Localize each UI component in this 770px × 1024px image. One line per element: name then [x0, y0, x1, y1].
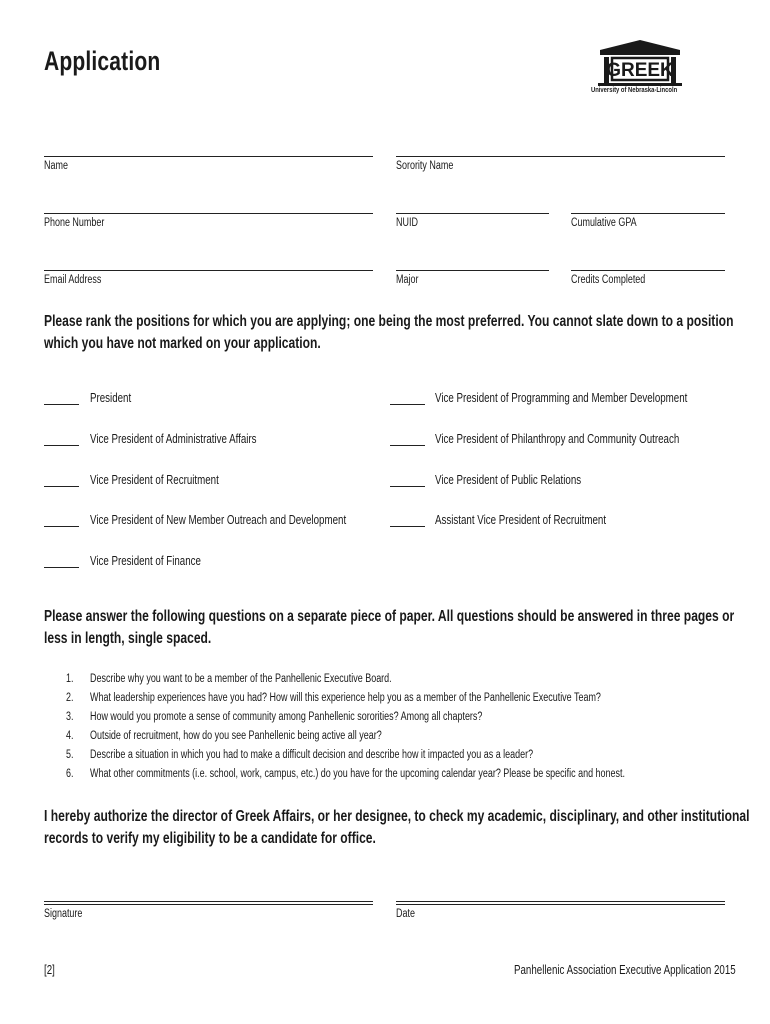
position-vp-recruitment: Vice President of Recruitment: [90, 473, 219, 487]
rank-blank-vp-admin[interactable]: [44, 445, 79, 446]
question-number: 3.: [66, 711, 74, 723]
questions-heading: Please answer the following questions on a separate piece of paper. All questions should be answered in three pages or less in length, single spaced.: [44, 608, 735, 647]
position-president: President: [90, 391, 132, 405]
credits-label: Credits Completed: [571, 274, 646, 286]
question-number: 1.: [66, 673, 74, 685]
signature-line-inner: [44, 904, 373, 905]
position-avp-recruitment: Assistant Vice President of Recruitment: [435, 513, 607, 527]
position-vp-philanthropy: Vice President of Philanthropy and Community Outreach: [435, 432, 680, 446]
logo-caption: University of Nebraska-Lincoln: [591, 85, 678, 94]
question-item: Describe why you want to be a member of the Panhellenic Executive Board.: [90, 673, 392, 685]
page-number: [2]: [44, 963, 55, 977]
name-label: Name: [44, 160, 68, 172]
name-line[interactable]: [44, 156, 373, 157]
sorority-name-label: Sorority Name: [396, 160, 454, 172]
position-vp-programming: Vice President of Programming and Member Development: [435, 391, 688, 405]
signature-line[interactable]: [44, 901, 373, 902]
rank-heading: Please rank the positions for which you are applying; one being the most preferred. You cannot slate down to a position which you have not marked on your application.: [44, 313, 734, 352]
position-vp-finance: Vice President of Finance: [90, 554, 201, 568]
question-item: Outside of recruitment, how do you see Panhellenic being active all year?: [90, 730, 382, 742]
svg-text:GREEK: GREEK: [606, 60, 674, 81]
question-item: How would you promote a sense of community among Panhellenic sororities? Among all chapters?: [90, 711, 483, 723]
date-label: Date: [396, 908, 415, 920]
rank-blank-president[interactable]: [44, 404, 79, 405]
rank-blank-avp-recruitment[interactable]: [390, 526, 425, 527]
rank-blank-vp-recruitment[interactable]: [44, 486, 79, 487]
gpa-label: Cumulative GPA: [571, 217, 637, 229]
rank-blank-vp-programming[interactable]: [390, 404, 425, 405]
sorority-name-line[interactable]: [396, 156, 725, 157]
gpa-line[interactable]: [571, 213, 725, 214]
document-title-footer: Panhellenic Association Executive Application 2015: [514, 963, 736, 977]
credits-line[interactable]: [571, 270, 725, 271]
email-line[interactable]: [44, 270, 373, 271]
major-line[interactable]: [396, 270, 549, 271]
signature-label: Signature: [44, 908, 83, 920]
question-item: What leadership experiences have you had? How will this experience help you as a member of the Panhellenic Executive Team?: [90, 692, 601, 704]
position-vp-new-member: Vice President of New Member Outreach and Development: [90, 513, 347, 527]
question-number: 4.: [66, 730, 74, 742]
position-vp-public-relations: Vice President of Public Relations: [435, 473, 582, 487]
phone-label: Phone Number: [44, 217, 105, 229]
rank-blank-vp-finance[interactable]: [44, 567, 79, 568]
email-label: Email Address: [44, 274, 102, 286]
phone-line[interactable]: [44, 213, 373, 214]
question-item: Describe a situation in which you had to make a difficult decision and describe how it impacted you as a leader?: [90, 749, 534, 761]
question-number: 6.: [66, 768, 74, 780]
major-label: Major: [396, 274, 419, 286]
date-line[interactable]: [396, 901, 725, 902]
rank-blank-vp-philanthropy[interactable]: [390, 445, 425, 446]
nuid-line[interactable]: [396, 213, 549, 214]
position-vp-admin: Vice President of Administrative Affairs: [90, 432, 257, 446]
date-line-inner: [396, 904, 725, 905]
page-title: Application: [44, 46, 161, 76]
question-number: 2.: [66, 692, 74, 704]
question-item: What other commitments (i.e. school, work, campus, etc.) do you have for the upcoming calendar year? Please be specific and honest.: [90, 768, 625, 780]
rank-blank-vp-public-relations[interactable]: [390, 486, 425, 487]
nuid-label: NUID: [396, 217, 418, 229]
authorization-statement: I hereby authorize the director of Greek Affairs, or her designee, to check my academic, disciplinary, and other institutional records to verify my eligibility to be a candidate for office.: [44, 808, 750, 847]
question-number: 5.: [66, 749, 74, 761]
rank-blank-vp-new-member[interactable]: [44, 526, 79, 527]
